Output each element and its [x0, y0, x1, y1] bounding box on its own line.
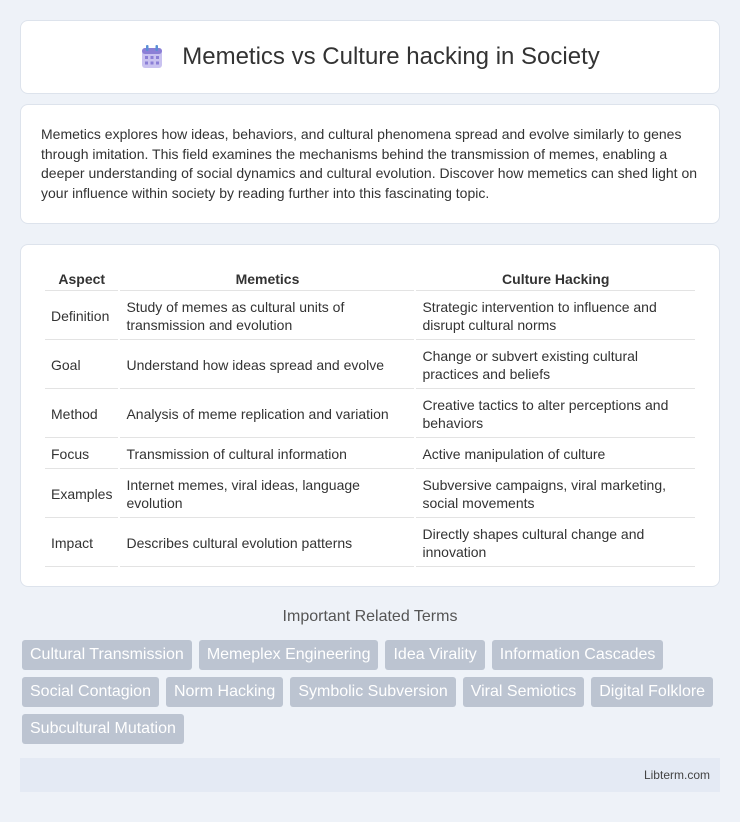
table-cell: Goal — [45, 342, 118, 389]
table-cell: Creative tactics to alter perceptions and behaviors — [416, 391, 695, 438]
table-cell: Understand how ideas spread and evolve — [120, 342, 414, 389]
related-term-tag[interactable]: Digital Folklore — [591, 677, 713, 707]
table-row — [45, 342, 695, 389]
table-cell: Analysis of meme replication and variation — [120, 391, 414, 438]
related-term-tag[interactable]: Social Contagion — [22, 677, 159, 707]
intro-card — [20, 104, 720, 224]
table-header: Memetics — [120, 267, 414, 291]
related-term-tag[interactable]: Viral Semiotics — [463, 677, 585, 707]
table-row — [45, 293, 695, 340]
intro-text: Memetics explores how ideas, behaviors, and cultural phenomena spread and evolve similarly to genes through imitation. This field examines the mechanisms behind the transmission of memes, enabling a deeper understanding of social dynamics and cultural evolution. Discover how memetics can shed light on your influence within society by reading further into this fascinating topic. — [41, 126, 698, 201]
related-term-tag[interactable]: Idea Virality — [385, 640, 484, 670]
table-row — [45, 520, 695, 567]
related-term-tag[interactable]: Norm Hacking — [166, 677, 283, 707]
table-cell: Focus — [45, 440, 118, 469]
page-title: Memetics vs Culture hacking in Society — [182, 43, 600, 70]
table-cell: Subversive campaigns, viral marketing, social movements — [416, 471, 695, 518]
table-cell: Change or subvert existing cultural practices and beliefs — [416, 342, 695, 389]
table-cell: Definition — [45, 293, 118, 340]
table-cell: Study of memes as cultural units of transmission and evolution — [120, 293, 414, 340]
footer — [20, 758, 720, 792]
table-cell: Transmission of cultural information — [120, 440, 414, 469]
table-cell: Active manipulation of culture — [416, 440, 695, 469]
table-cell: Internet memes, viral ideas, language evolution — [120, 471, 414, 518]
table-header: Culture Hacking — [416, 267, 695, 291]
table-cell: Strategic intervention to influence and disrupt cultural norms — [416, 293, 695, 340]
related-terms-list — [22, 640, 722, 744]
table-cell: Impact — [45, 520, 118, 567]
calendar-icon — [140, 44, 164, 70]
related-term-tag[interactable]: Subcultural Mutation — [22, 714, 184, 744]
related-terms-title: Important Related Terms — [282, 608, 458, 625]
table-cell: Examples — [45, 471, 118, 518]
table-header: Aspect — [45, 267, 118, 291]
comparison-table — [43, 265, 697, 569]
table-cell: Directly shapes cultural change and innovation — [416, 520, 695, 567]
header-card — [20, 20, 720, 94]
comparison-card — [20, 244, 720, 587]
table-row — [45, 471, 695, 518]
related-term-tag[interactable]: Symbolic Subversion — [290, 677, 455, 707]
related-term-tag[interactable]: Information Cascades — [492, 640, 664, 670]
table-cell: Describes cultural evolution patterns — [120, 520, 414, 567]
table-cell: Method — [45, 391, 118, 438]
related-term-tag[interactable]: Memeplex Engineering — [199, 640, 379, 670]
table-row — [45, 391, 695, 438]
related-term-tag[interactable]: Cultural Transmission — [22, 640, 192, 670]
table-row — [45, 440, 695, 469]
footer-link[interactable]: Libterm.com — [643, 768, 710, 782]
